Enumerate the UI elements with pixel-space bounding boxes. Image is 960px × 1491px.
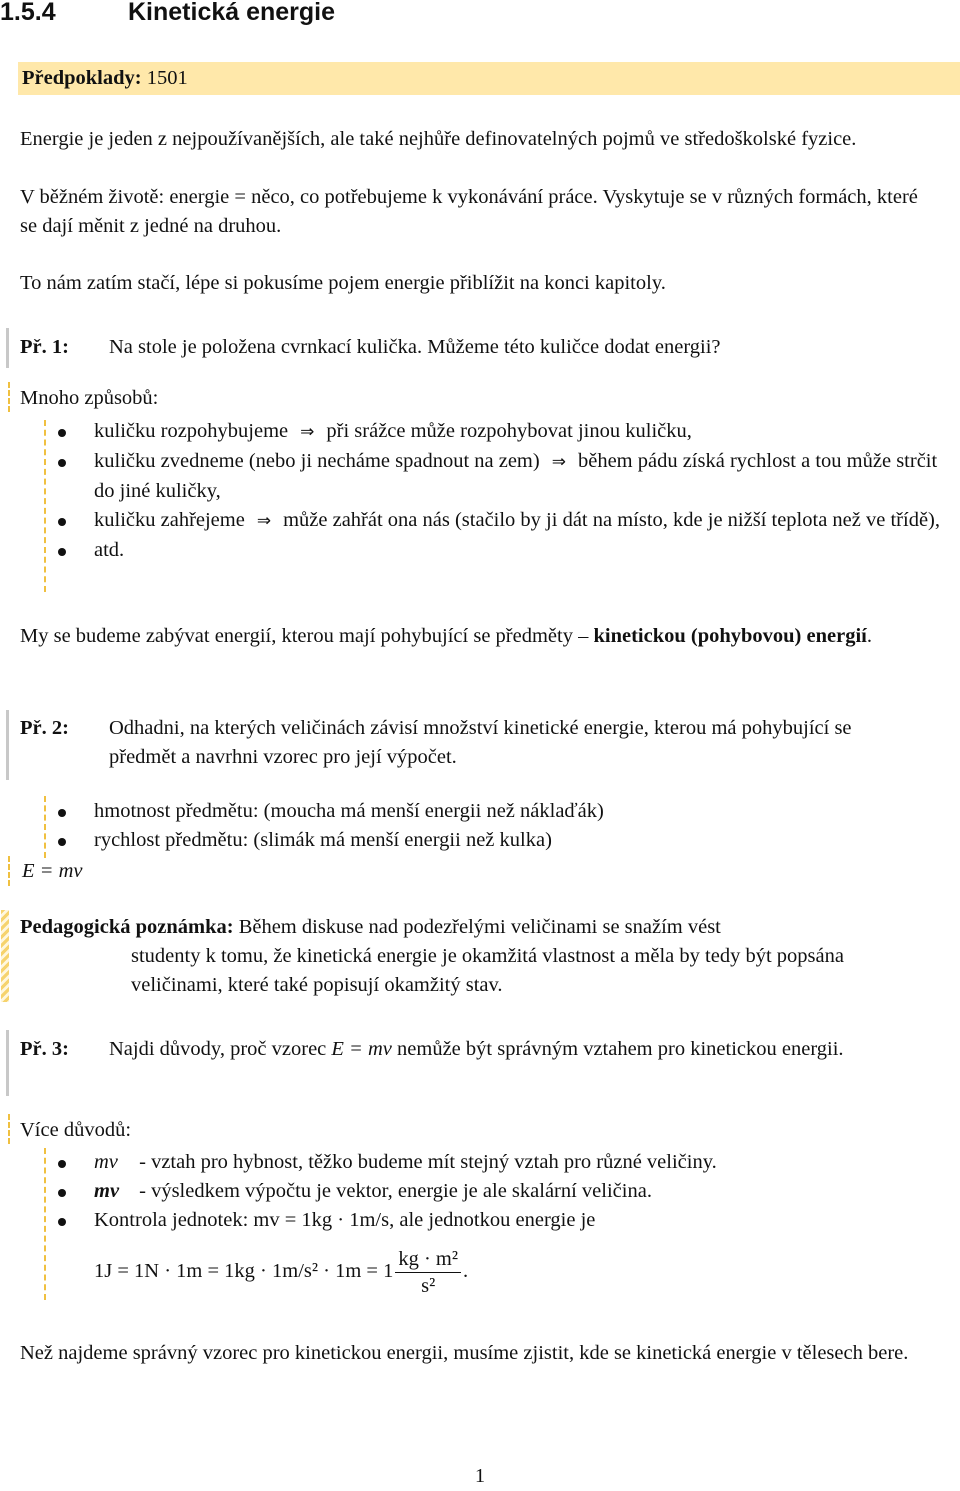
- list-item: atd.: [58, 536, 948, 565]
- example-2-question: Odhadni, na kterých veličinách závisí množství kinetické energie, kterou má pohybující se předmět a navrhni vzorec pro její výpočet.: [109, 717, 852, 768]
- list-item: Kontrola jednotek: mv = 1kg · 1m/s, ale jednotkou energie je: [58, 1206, 948, 1235]
- implies-icon: ⇒: [551, 452, 566, 472]
- example-3-question: Najdi důvody, proč vzorec E = mv nemůže být správným vztahem pro kinetickou energii.: [109, 1038, 844, 1060]
- intro-paragraph-3: To nám zatím stačí, lépe si pokusíme pojem energie přiblížit na konci kapitoly.: [20, 272, 666, 294]
- margin-dash: [44, 1148, 46, 1300]
- reasons-list: [58, 1148, 948, 1235]
- implies-icon: ⇒: [300, 422, 315, 442]
- list-item: kuličku rozpohybujeme ⇒ při srážce může rozpohybovat jinou kuličku,: [58, 417, 948, 447]
- closing-paragraph: Než najdeme správný vzorec pro kinetickou energii, musíme zjistit, kde se kinetická energie v tělesech bere.: [20, 1342, 909, 1364]
- kinetic-energy-paragraph: My se budeme zabývat energií, kterou mají pohybující se předměty – kinetickou (pohybovou) energií.: [20, 625, 872, 647]
- prerequisites-label: Předpoklady:: [22, 67, 142, 89]
- prerequisites-bar: [18, 62, 960, 95]
- list-item: mv - výsledkem výpočtu je vektor, energie je ale skalární veličina.: [58, 1177, 948, 1206]
- reasons-intro: Více důvodů:: [20, 1119, 132, 1141]
- margin-dash: [8, 1114, 10, 1144]
- example-1-answer-intro: Mnoho způsobů:: [20, 387, 159, 409]
- margin-bar: [6, 328, 9, 368]
- margin-dash: [44, 420, 46, 592]
- example-3: [20, 1035, 940, 1064]
- list-item: mv - vztah pro hybnost, těžko budeme mít stejný vztah pro různé veličiny.: [58, 1148, 948, 1177]
- margin-dash: [44, 796, 46, 858]
- section-title-text: Kinetická energie: [128, 0, 336, 26]
- kinetic-energy-term: kinetickou (pohybovou) energií: [593, 625, 867, 647]
- example-1-list: [58, 417, 948, 565]
- example-2-label: Př. 2:: [20, 717, 69, 739]
- page-number: 1: [474, 1465, 486, 1487]
- margin-bar: [6, 1030, 9, 1096]
- list-item: hmotnost předmětu: (moucha má menší energii než náklaďák): [58, 797, 948, 826]
- list-item: kuličku zahřejeme ⇒ může zahřát ona nás (stačilo by ji dát na místo, kde je nižší teplota než ve třídě),: [58, 506, 948, 536]
- list-item: rychlost předmětu: (slimák má menší energii než kulka): [58, 826, 948, 855]
- units-formula: mv = 1kg · 1m/s: [253, 1209, 390, 1231]
- margin-squiggle: [1, 910, 9, 1002]
- example-1: [20, 333, 940, 362]
- example-2: [20, 714, 940, 772]
- units-equation: 1J = 1N · 1m = 1kg · 1m/s² · 1m = 1 $\frac{\text{kg · m²}}{\text{s²}}$ .: [94, 1248, 469, 1297]
- implies-icon: ⇒: [256, 511, 272, 531]
- example-3-label: Př. 3:: [20, 1038, 69, 1060]
- margin-bar: [6, 710, 9, 780]
- fraction: $\frac{\text{kg · m²}}{\text{s²}}$: [395, 1246, 461, 1299]
- intro-paragraph-2: V běžném životě: energie = něco, co potřebujeme k vykonávání práce. Vyskytuje se v různých formách, které se dají měnit z jedné na druhou.: [20, 186, 918, 237]
- intro-paragraph-1: Energie je jeden z nejpoužívanějších, ale také nejhůře definovatelných pojmů ve středoškolské fyzice.: [20, 128, 857, 150]
- pedagogical-note: Pedagogická poznámka: Během diskuse nad podezřelými veličinami se snažím vést studenty k tomu, že kinetická energie je okamžitá vlastnost a měla by tedy být popsána veličinami, které také popisují okamžitý stav.: [20, 916, 844, 996]
- example-2-list: [58, 797, 948, 855]
- list-item: kuličku zvedneme (nebo ji necháme spadnout na zem) ⇒ během pádu získá rychlost a tou může strčit do jiné kuličky,: [58, 447, 948, 506]
- margin-dash: [8, 382, 10, 412]
- example-1-question: Na stole je položena cvrnkací kulička. Můžeme této kuličce dodat energii?: [109, 336, 721, 358]
- section-title: [0, 0, 335, 28]
- margin-dash: [8, 856, 10, 886]
- section-number: 1.5.4: [0, 0, 56, 26]
- prerequisites-value: 1501: [146, 67, 188, 89]
- example-1-label: Př. 1:: [20, 336, 69, 358]
- formula-e-mv: E = mv: [331, 1038, 392, 1060]
- formula-e-mv: E = mv: [22, 860, 83, 882]
- note-label: Pedagogická poznámka:: [20, 916, 234, 938]
